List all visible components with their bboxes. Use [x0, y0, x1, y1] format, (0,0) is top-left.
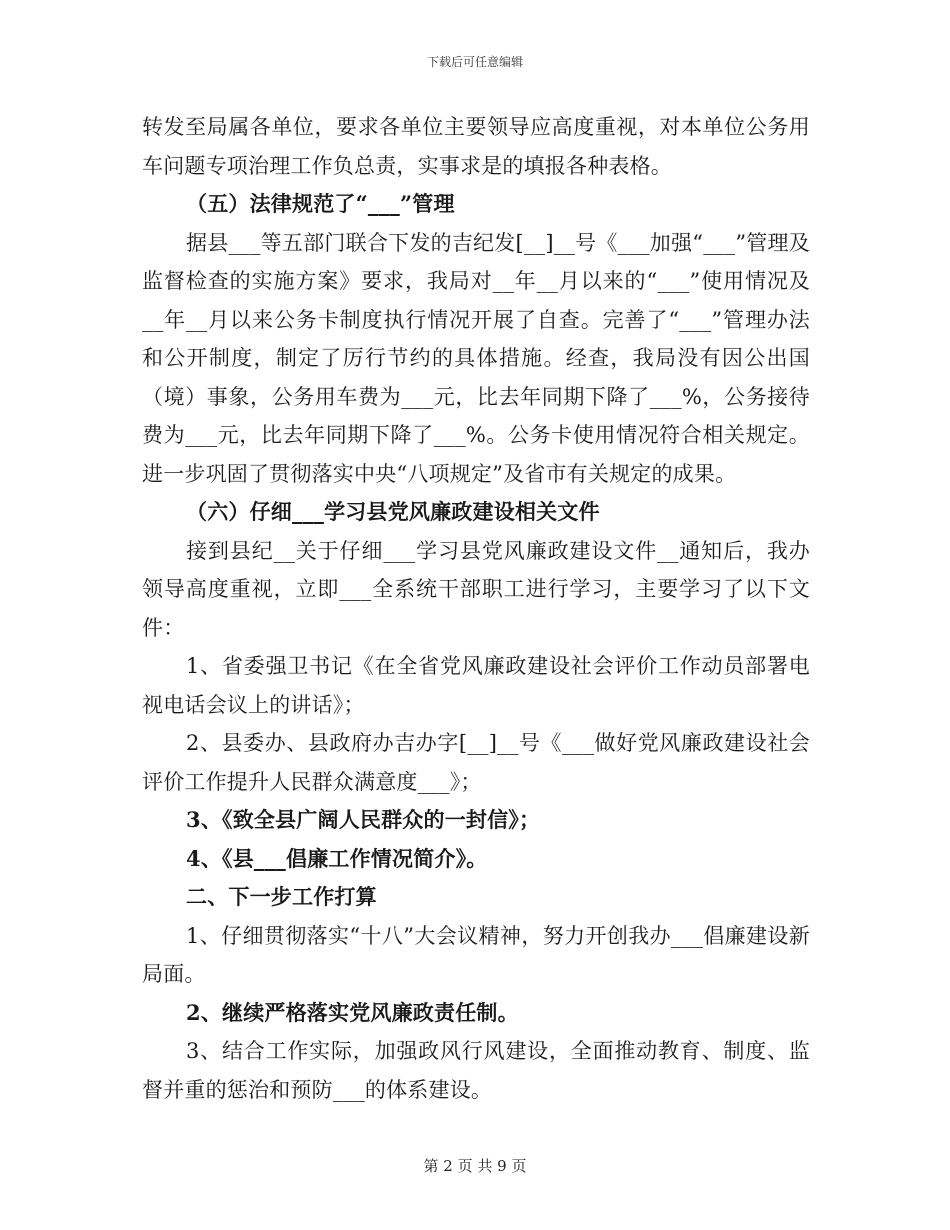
list-item: 1、仔细贯彻落实“十八”大会议精神，努力开创我办___倡廉建设新局面。: [142, 923, 810, 986]
section-heading-5: （五）法律规范了“___”管理: [186, 191, 455, 216]
list-item: 3、结合工作实际，加强政风行风建设，全面推动教育、制度、监督并重的惩治和预防___的体系建设。: [142, 1039, 810, 1102]
paragraph: 据县___等五部门联合下发的吉纪发[__]__号《___加强“___”管理及监督检查的实施方案》要求，我局对__年__月以来的“___”使用情况及__年__月以来公务卡制度执行情况开展了自查。完善了“___”管理办法和公开制度，制定了厉行节约的具体措施。经查，我局没有因公出国（境）事象，公务用车费为___元，比去年同期下降了___%，公务接待费为___元，比去年同期下降了___%。公务卡使用情况符合相关规定。进一步巩固了贯彻落实中央“八项规定”及省市有关规定的成果。: [142, 230, 810, 486]
paragraph: 接到县纪__关于仔细___学习县党风廉政建设文件__通知后，我办领导高度重视，立即___全系统干部职工进行学习，主要学习了以下文件：: [142, 538, 810, 640]
page-header: 下载后可任意编辑: [426, 55, 523, 69]
paragraph: 转发至局属各单位，要求各单位主要领导应高度重视，对本单位公务用车问题专项治理工作负总责，实事求是的填报各种表格。: [142, 115, 810, 178]
list-item: 2、县委办、县政府办吉办字[__]__号《___做好党风廉政建设社会评价工作提升人民群众满意度___》；: [142, 731, 810, 794]
list-item: 2、继续严格落实党风廉政责任制。: [186, 999, 519, 1025]
section-heading-2: 二、下一步工作打算: [186, 884, 377, 909]
list-item: 3、《致全县广阔人民群众的一封信》；: [186, 807, 541, 832]
list-item: 4、《县___倡廉工作情况简介》。: [186, 845, 488, 871]
document-body: [142, 108, 810, 1109]
page-number: 第 2 页 共 9 页: [423, 1157, 527, 1175]
list-item: 1、省委强卫书记《在全省党风廉政建设社会评价工作动员部署电视电话会议上的讲话》；: [142, 654, 810, 717]
section-heading-6: （六）仔细___学习县党风廉政建设相关文件: [186, 499, 600, 524]
